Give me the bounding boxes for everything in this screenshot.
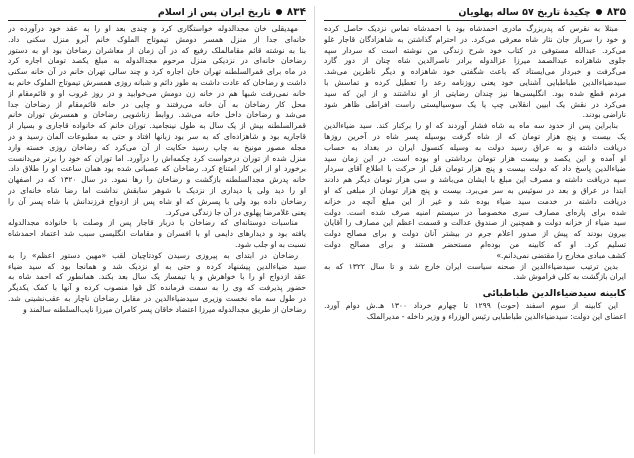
text-line: رضاخان در ابتدای به پیروزی رسیدن کودتاچیان لقب «مهین دستور اعظم» را به xyxy=(8,250,298,260)
text-line: عقد ازدواج او را با خواهرش و یا تیمسار یک سال بعد بکند. همانطور که احمد شاه به xyxy=(8,272,306,282)
right-page-body xyxy=(324,24,626,323)
text-line: ناراضی بودند. xyxy=(582,110,626,120)
text-line: دریافت داشته در خدمت سید ضیاء بوده شد و غیر از این مبلغ آنچه در خزانه xyxy=(324,196,626,206)
text-line: یک بیست و پنج هزار تومان که از شاه گرفت بوسیله پسر شاه در آخرین روزها xyxy=(324,131,626,141)
text-line: داشت و رضاخان که عادت داشت به طور دائم و شبانه روزی همسرش تیموتاج الملوک خانم به xyxy=(8,77,306,87)
text-line: قاجاریه بود و شاهزاده‌ای که به سر بود زبانها افتاد و حتی به مطبوعات آلمان رسید و در xyxy=(8,131,306,141)
text-line: ابتدا در عراق و بعد در سوئیس به سر می‌برد. بیست و پنج هزار تومان از مبلغی که او xyxy=(324,185,626,195)
text-line: جلوی شاهزاده عبدالصمد میرزا عزالدوله برادر ناصرالدین شاه چنان از دور گارد xyxy=(324,56,626,66)
text-line: خانه نمی‌رفت شبها هم در خانه زن دومش می‌خوابید و در روز غروب او و قائم‌مقام از xyxy=(8,88,306,98)
text-line: می‌شد و رضاخان داخل خانه می‌شد. روابط زناشویی رضاخان و همسرش توران خانم xyxy=(8,110,306,120)
header-bullet-icon xyxy=(596,9,602,15)
text-line: بیرون بودند که پیش از صدور اعلام جرم در بیشتر آنان دولت و برای مصالح دولت xyxy=(324,229,626,239)
text-line: منزل شده از توران درخواست کرد چکمه‌اش را درآورد. اما توران که خود را برتر می‌دانست xyxy=(8,153,306,163)
left-page-body xyxy=(8,24,306,316)
paragraph xyxy=(324,262,626,284)
text-line: این کابینه از سوم اسفند (حوت) ۱۲۹۹ تا چهارم خرداد ۱۳۰۰ هـ.ش دوام آورد. xyxy=(324,301,618,311)
text-line: برخورد او از این کار امتناع کرد. رضاخان که عصبانی شده بود همان ساعت او را طلاق داد. xyxy=(8,164,306,174)
left-page-running-title: تاریخ ایران پس از اسلام xyxy=(157,6,271,18)
text-line: خانه پدرش مجدالسلطنه بازگشت و رضاخان را رها نمود. در سال ۱۳۲۰ که در اصفهان xyxy=(8,175,306,185)
left-page-header xyxy=(8,4,306,21)
text-line: او آمده و این یکصد و بیست هزار تومان برداشتی او بوده است. در این زمان سید xyxy=(324,153,626,163)
paragraph xyxy=(324,24,626,121)
text-line: ایران بازگشت به کلی فراموش شد. xyxy=(513,272,626,282)
left-page-number: ۸۳۴ xyxy=(286,6,306,18)
right-page-header xyxy=(324,4,626,21)
page-gutter xyxy=(314,6,315,454)
text-line: مجله مصور مونیخ به چاپ رسید حکایت از آن می‌کرد که رضاخان روزی خسته وارد xyxy=(8,142,306,152)
paragraph xyxy=(324,301,626,323)
header-bullet-icon xyxy=(276,9,282,15)
paragraph xyxy=(8,251,306,316)
text-line: در طول سه ماه نخست وزیری سیدضیاءالدین در مقابل رضاخان ناچار به عقب‌نشینی شد. xyxy=(8,293,306,303)
text-line: می‌گرفت و خبردار می‌ایستاد که باعث شگفتی خود شاهزاده و دیگر ناظرین می‌شد. xyxy=(324,67,626,77)
text-line: یعنی غلامرضا پهلوی در آن جا زندگی می‌کرد. xyxy=(165,207,306,217)
paragraph xyxy=(8,24,306,218)
text-line: می‌کرد در نقش یک ابیین انقلابی چپ یا یک سوسیالیستی راست افراطی ظاهر شود xyxy=(324,99,626,109)
text-line: بنا به نوشته قائم مقامالملک رفیع که در آن زمان از معاشران رضاخان بود او به دستور xyxy=(8,45,306,55)
text-line: رضاخان داده بود ولی با پسرش که او شاه پس از ازدواج فرزندانش با شاه پسر آن را xyxy=(8,196,306,206)
text-line: شده برای پاره‌ای مصارف سری مخصوصاً در سیستم امنیه صرف شده است. دولت xyxy=(324,207,626,217)
text-line: مهدیقلی خان مجدالدوله خواستگاری کرد و چندی بعد او را به عقد خود درآورده در xyxy=(8,24,298,33)
text-line: نسبت به او جلب شود. xyxy=(235,239,306,249)
left-page xyxy=(8,4,306,456)
text-line: مبتلا به نقرس که پدربزرگ مادری احمدشاه بود با احمدشاه تماس نزدیک حاصل کرده xyxy=(324,24,618,33)
text-line: و خود را سرباز جان نثار شاه معرفی می‌کرد. در احترام گذاشتن به شاهزادگان قاجار غلو xyxy=(324,34,626,44)
text-line: سید ضیاء از خزانه دولت و همچنین از صندوق عدالت و قسمت اعظم این مصارف را آقایان xyxy=(324,218,626,228)
right-page-number: ۸۳۵ xyxy=(606,6,626,18)
paragraph xyxy=(8,218,306,250)
text-line: تسلیم کرد. او که کابینه من بوده‌ام مستحضر هستند و برای مصالح دولت xyxy=(324,239,626,249)
text-line: سید ضیاءالدین پیشنهاد کرده و حتی به او نزدیک شد و همانجا بود که سید ضیاء xyxy=(8,261,306,271)
text-line: مردم قطع شده بود. انگلیسی‌ها نیز چندان رضایتی از او نداشتند و از این که سید xyxy=(324,88,626,98)
text-line: قمرالسلطنه بیش از یک سال به طول نینجامید. توران خانم که خانواده قاجاری و بسیار از xyxy=(8,121,306,131)
text-line: مناسبات دوستانه‌ای که رضاخان با دربار قاجار پس از وصلت با خانواده مجدالدوله xyxy=(8,218,298,228)
text-line: رضاخان از طریق مجدالدوله میرزا اعتضاد خاقان پسر کامران میرزا نایب‌السلطنه سالمند و xyxy=(23,304,306,314)
text-line: کشف مبادی مخارج را مقتضی نمی‌دانم.» xyxy=(496,250,626,260)
text-line: خانه‌ای جدا از منزل همسر دومش تیموتاج الملوک خانم آبرو منزل سکنی داد. xyxy=(8,34,306,44)
text-line: محل کار رضاخان به آن خانه می‌رفتند و چایی در خانه قائم‌مقام از رضاخان جدا xyxy=(8,99,306,109)
text-line: بنابراین پس از حدود سه ماه به شاه فشار آوردند که او را برکنار کند. سید ضیاءالدین xyxy=(324,121,618,131)
text-line: دریافت داشته و به عراق رسید دولت به وسیله کنسول ایران در بغداد به حساب xyxy=(324,142,626,152)
text-line: ضیاءالدین پاسخ داد که دولت بیست و پنج هزار تومان قبل از حرکت با اطلاع آقای سردار xyxy=(324,164,626,174)
section-title: کابینه سیدضیاءالدین طباطبائی xyxy=(482,288,626,300)
right-page xyxy=(324,4,626,456)
text-line: رضاخان خانه‌ای در نزدیکی منزل مرحوم مجدالدوله به مبلغ یکصد تومان اجاره کرد xyxy=(8,56,306,66)
text-line: یافته بود و دیدارهای دایمی او با افسران و مقامات انگلیسی سبب شد اعتماد احمدشاه xyxy=(8,229,306,239)
text-line: بدین ترتیب سیدضیاءالدین از صحنه سیاست ایران خارج شد و تا سال ۱۳۲۲ که به xyxy=(324,261,618,271)
text-line: اعضای این دولت: سیدضیاءالدین طباطبایی رئیس الوزراء و وزیر داخله - مدیرالملک xyxy=(366,311,626,321)
right-page-running-title: چکیدهٔ تاریخ ۵۷ ساله پهلویان xyxy=(458,6,591,18)
paragraph xyxy=(324,121,626,261)
text-line: در ماه برای قمرالسلطنه تهران خان اجاره کرد و چند سالی تهران خانم در آن خانه سکنی xyxy=(8,67,306,77)
text-line: سپه دریافت داشته و مصرف این مبلغ با ایشان می‌باشد و سی هزار تومان دیگر هم دادند xyxy=(324,175,626,185)
text-line: او را دید ولی یا دیداری از نزدیک با شوهر سابقش نداشت اما رضا شاه خانه‌ای در xyxy=(8,185,306,195)
text-line: حضور پذیرفت که وی را به سمت فرمانده کل قوا منصوب کرده و آنها با کمک یکدیگر xyxy=(8,283,306,293)
text-line: سیدضیاءالدین طباطبایی آشنایی خود یعنی روزنامه رعد را تعطیل کرده و تماسش با xyxy=(324,77,626,87)
text-line: می‌کرد. عبدالله مستوفی در کتاب خود شرح زندگی من نوشته است که سردار سپه xyxy=(324,45,626,55)
